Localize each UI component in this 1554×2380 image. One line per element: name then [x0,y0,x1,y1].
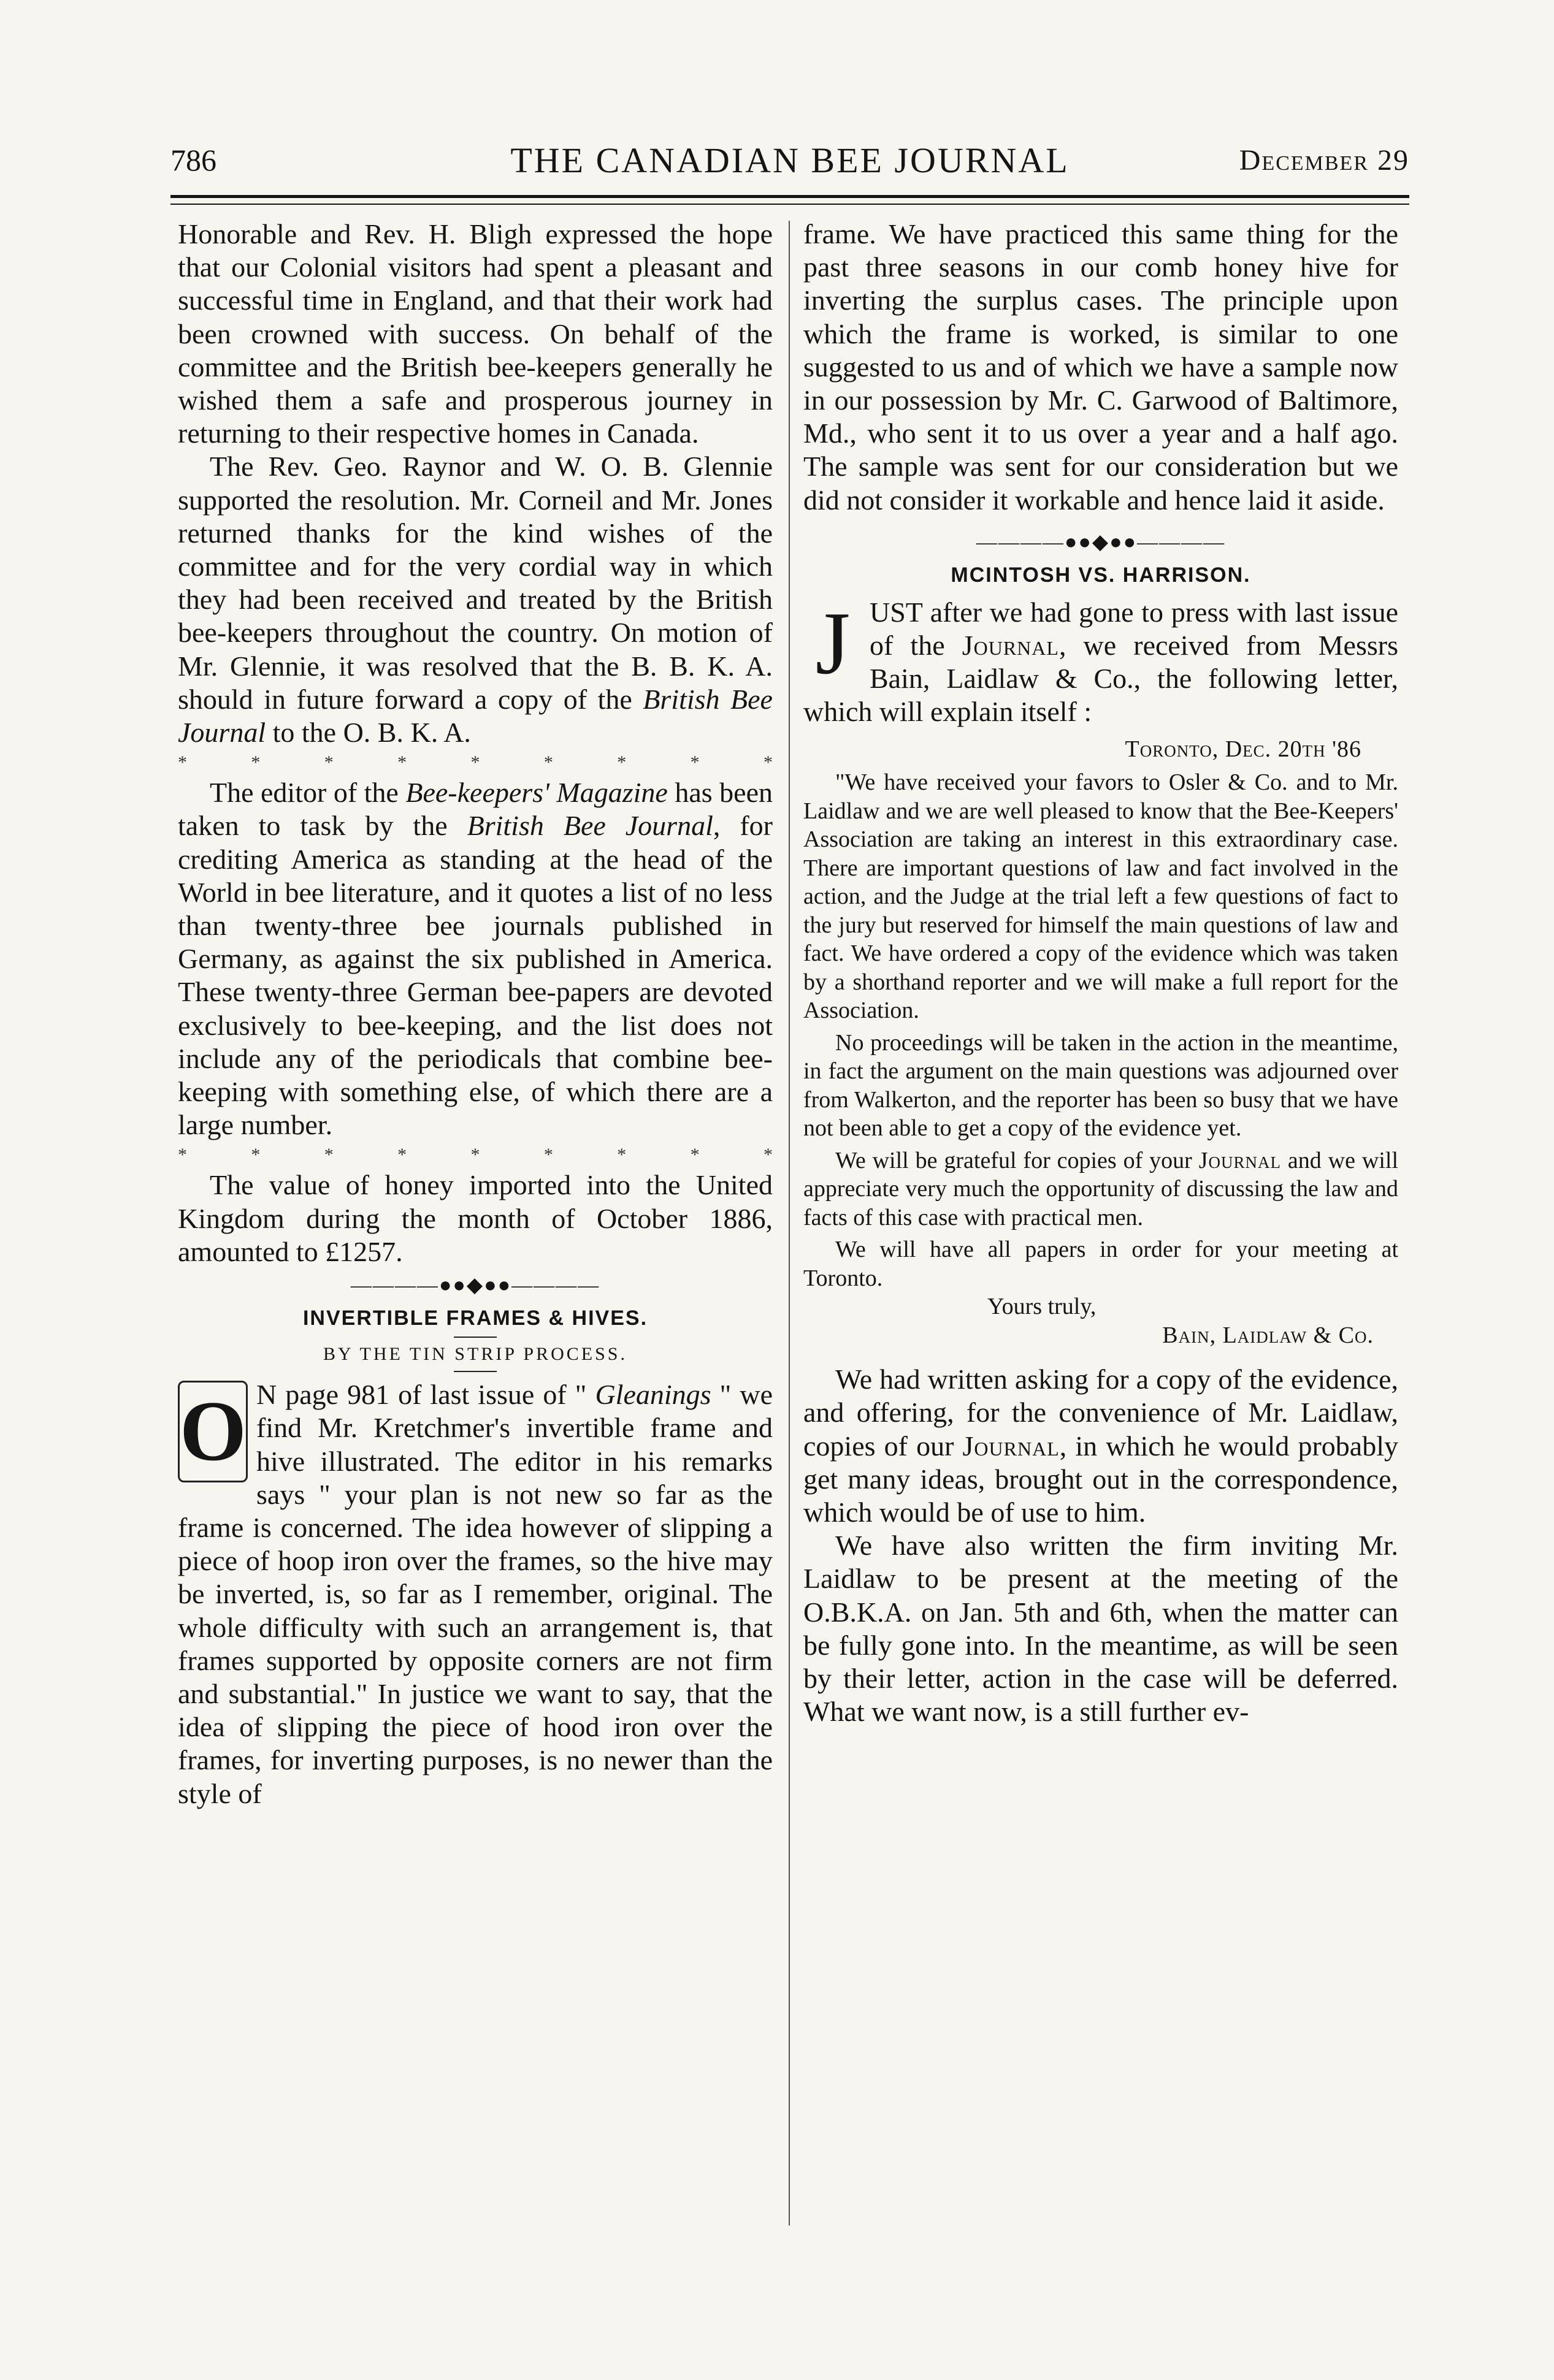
text-run: to the O. B. K. A. [266,717,471,749]
italic-title: British Bee Journal [178,683,773,749]
text-run: and we will appreciate very much the opportunity of discussing the law and facts of this case with practical men. [803,1147,1398,1230]
left-column [178,218,773,1810]
paragraph [803,593,1398,729]
paragraph [178,450,773,749]
letter-paragraph [803,1146,1398,1232]
letter-paragraph: "We have received your favors to Osler & Co. and to Mr. Laidlaw and we are well pleased to know that the Bee-Keepers' Association are taking an interest in this extraordinary case. There are important questions of law and fact involved in the action, and the Judge at the trial left a few questions of fact to the jury but reserved for himself the main questions of law and fact. We have ordered a copy of the evidence which was taken by a shorthand reporter and we will make a full report for the Association. [803,769,1398,1024]
letter-dateline: Toronto, Dec. 20th '86 [1125,736,1361,762]
page-number: 786 [170,143,216,177]
text-run: The editor of the [210,777,406,809]
paragraph [178,776,773,1142]
paragraph [178,1378,773,1810]
article-subheading: BY THE TIN STRIP PROCESS. [323,1344,627,1365]
text-run: We will be grateful for copies of your [835,1147,1199,1173]
short-rule [454,1371,497,1372]
text-run: UST after we had gone to press with last issue of the [870,596,1398,662]
paragraph: Honorable and Rev. H. Bligh expressed the hope that our Colonial visitors had spent a pleasant and successful time in England, and that their work had been crowned with success. On behalf of the committee and the British bee-keepers generally he wished them a safe and prosperous journey in returning to their respective homes in Canada. [178,218,773,449]
section-separator-stars: * * * * * * * * * [178,1145,773,1165]
running-header [170,140,1409,183]
small-caps-title: Journal [962,630,1059,662]
issue-date: December 29 [1239,144,1409,177]
paragraph: frame. We have practiced this same thing for the past three seasons in our comb honey hive for inverting the surplus cases. The principle upon which the frame is worked, is similar to one suggested to us and of which we have a sample now in our possession by Mr. C. Garwood of Baltimore, Md., who sent it to us over a year and a half ago. The sample was sent for our consideration but we did not consider it workable and hence laid it aside. [803,218,1398,516]
italic-title: Bee-keepers' Magazine [405,777,668,809]
letter-paragraph: We will have all papers in order for your meeting at Toronto. [803,1237,1398,1291]
header-rule-thin [170,204,1409,205]
italic-title: British Bee Journal [467,810,713,842]
paragraph [803,1363,1398,1529]
ornament-divider: ――――●●◆●●―――― [350,1274,600,1297]
text-run: We had written asking for a copy of the evidence, and offering, for the convenience of Mr. Laidlaw, copies of our [803,1364,1398,1462]
text-run: N page 981 of last issue of " [256,1379,595,1411]
small-caps-title: Journal [1198,1147,1282,1173]
article-heading: MCINTOSH VS. HARRISON. [951,563,1251,587]
section-separator-stars: * * * * * * * * * [178,752,773,773]
ornament-divider: ――――●●◆●●―――― [976,530,1226,554]
drop-cap: O [178,1381,248,1482]
column-divider [789,221,790,2226]
article-heading: INVERTIBLE FRAMES & HIVES. [302,1306,648,1330]
text-run: , we received from Messrs Bain, Laidlaw & Co., the following letter, which will explain itself : [803,630,1398,728]
header-rule-thick [170,195,1409,198]
small-caps-title: Journal [962,1430,1060,1462]
text-run: has been taken to task by the [178,777,773,842]
journal-title: THE CANADIAN BEE JOURNAL [510,140,1070,180]
text-run: , in which he would probably get many ideas, brought out in the correspondence, which would be of use to him. [803,1430,1398,1528]
right-column [803,218,1398,1728]
letter-paragraph: No proceedings will be taken in the action in the meantime, in fact the argument on the main questions was adjourned over from Walkerton, and the reporter has been so busy that we have not been able to get a copy of the evidence yet. [803,1029,1398,1142]
text-run: The Rev. Geo. Raynor and W. O. B. Glennie supported the resolution. Mr. Corneil and Mr. Jones returned thanks for the kind wishes of the committee and for the very cordial way in which they had been received and treated by the British bee-keepers throughout the country. On motion of Mr. Glennie, it was resolved that the B. B. K. A. should in future forward a copy of the [178,451,773,715]
text-run: " we find Mr. Kretchmer's invertible frame and hive illustrated. The editor in his remarks says " your plan is not new so far as the frame is concerned. The idea however of slipping a piece of hoop iron over the frames, so the hive may be inverted, is, so far as I remember, original. The whole difficulty with such an arrangement is, that frames supported by opposite corners are not firm and substantial." In justice we want to say, that the idea of slipping the piece of hood iron over the frames, for inverting purposes, is no newer than the style of [178,1379,773,1809]
drop-cap: J [815,593,851,693]
letter-closing: Yours truly, [987,1294,1097,1320]
paragraph: The value of honey imported into the United Kingdom during the month of October 1886, amounted to £1257. [178,1169,773,1267]
paragraph: We have also written the firm inviting Mr. Laidlaw to be present at the meeting of the O.B.K.A. on Jan. 5th and 6th, when the matter can be fully gone into. In the meantime, as will be seen by their letter, action in the case will be deferred. What we want now, is a still further ev- [803,1530,1398,1728]
letter-signature: Bain, Laidlaw & Co. [1162,1322,1374,1348]
short-rule [454,1337,497,1338]
text-run: , for crediting America as standing at the head of the World in bee literature, and it quotes a list of no less than twenty-three bee journals published in Germany, as against the six published in America. These twenty-three German bee-papers are devoted exclusively to bee-keeping, and the list does not include any of the periodicals that combine bee-keeping with something else, of which there are a large number. [178,810,773,1141]
italic-title: Gleanings [595,1379,711,1411]
